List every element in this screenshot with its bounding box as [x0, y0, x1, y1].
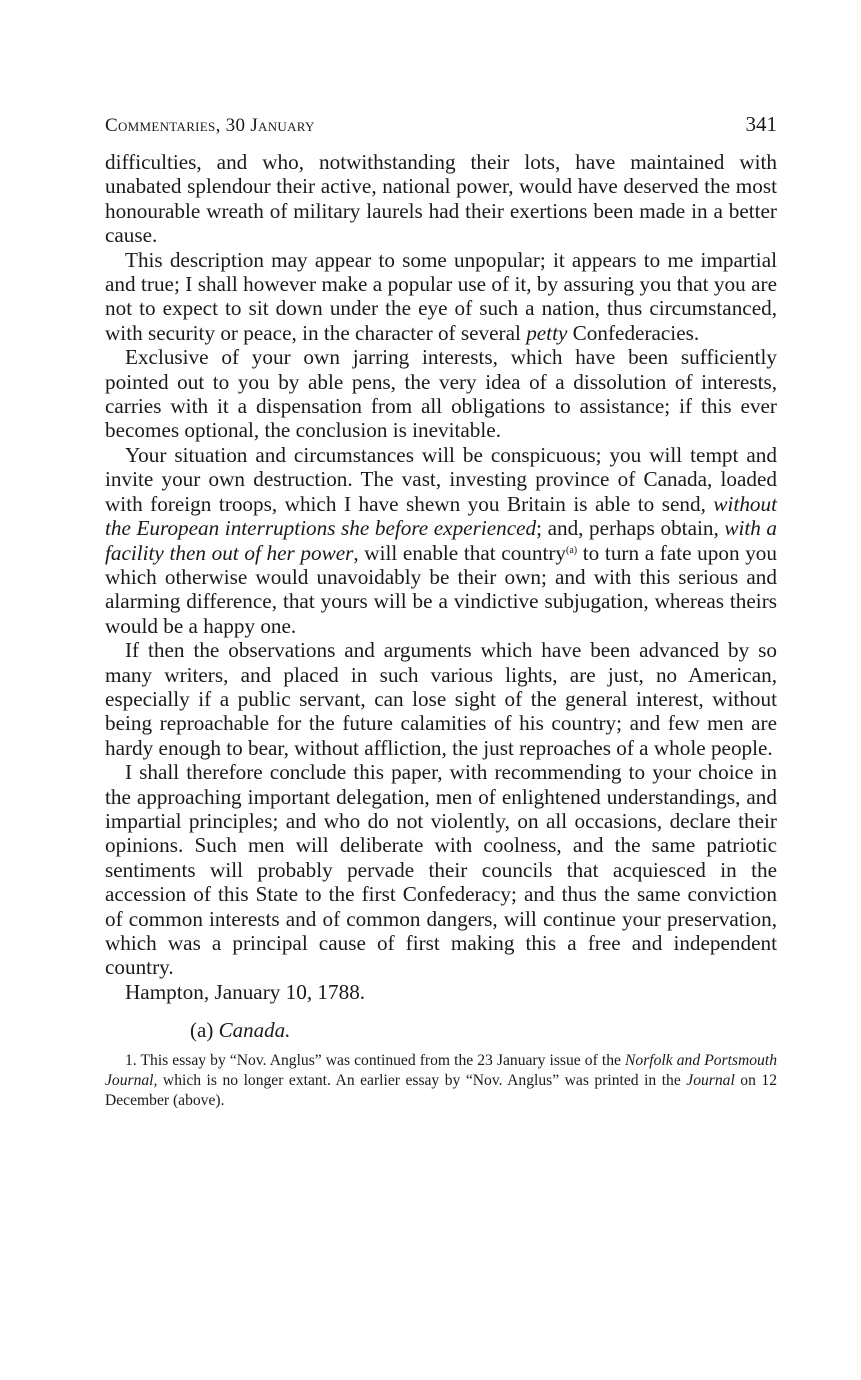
paragraph-conclusion: I shall therefore conclude this paper, with recommending to your choice in the approaching important delegation, men of enlightened understandings, and impartial principles; and who do not violently, on all occasions, declare their opinions. Such men will deliberate with coolness, and the same patriotic sentiments will probably pervade their councils that acquiesced in the accession of this State to the first Confederacy; and thus the same conviction of common interests and of common dangers, will continue your preservation, which was a principal cause of first making this a free and independent country.	[105, 760, 777, 980]
document-page	[105, 112, 777, 1111]
italic-emphasis: with a facility then out of her power	[105, 516, 778, 565]
running-title: Commentaries, 30 January	[105, 115, 315, 136]
running-head	[105, 112, 777, 144]
italic-emphasis: petty	[526, 320, 568, 345]
paragraph-description: This description may appear to some unpopular; it appears to me impartial and true; I shall however make a popular use of it, by assuring you that you are not to expect to sit down under the eye of such a nation, thus circumstanced, with security or peace, in the character of several petty Confederacies.	[105, 247, 777, 345]
page-number: 341	[745, 112, 777, 136]
dateline: Hampton, January 10, 1788.	[125, 979, 366, 1004]
note-reference-a: (a)	[566, 544, 578, 556]
paragraph-continued: difficulties, and who, notwithstanding their lots, have maintained with unabated splendour their active, national power, would have deserved the most honourable wreath of military laurels had their exertions been made in a better cause.	[105, 150, 777, 248]
paragraph-situation: Your situation and circumstances will be conspicuous; you will tempt and invite your own destruction. The vast, investing province of Canada, loaded with foreign troops, which I have shewn you Britain is able to send, without the European interruptions she before experienced; and, perhaps obtain, with a facility then out of her power, will enable that country$^{(a)}$ to turn a fate upon you which otherwise would unavoidably be their own; and with this serious and alarming difference, that yours will be a vindictive subjugation, whereas theirs would be a happy one.	[105, 442, 778, 638]
paragraph-jarring-interests: Exclusive of your own jarring interests, which have been sufficiently pointed out to you by able pens, the very idea of a dissolution of interests, carries with it a dispensation from all obligations to assistance; if this ever becomes optional, the conclusion is inevitable.	[105, 345, 777, 443]
editorial-footnote: 1. This essay by “Nov. Anglus” was continued from the 23 January issue of the Norfolk and Portsmouth Journal, which is no longer extant. An earlier essay by “Nov. Anglus” was printed in the Journal on 12 December (above).	[105, 1052, 778, 1110]
italic-emphasis: without the European interruptions she before experienced	[105, 491, 777, 541]
author-note-a: (a) Canada.	[190, 1018, 291, 1043]
paragraph-observations: If then the observations and arguments which have been advanced by so many writers, and placed in such various lights, are just, no American, especially if a public servant, can lose sight of the general interest, without being reproachable for the future calamities of his country; and few men are hardy enough to bear, without affliction, the just reproaches of a whole people.	[105, 638, 777, 760]
essay-body	[105, 150, 777, 1004]
